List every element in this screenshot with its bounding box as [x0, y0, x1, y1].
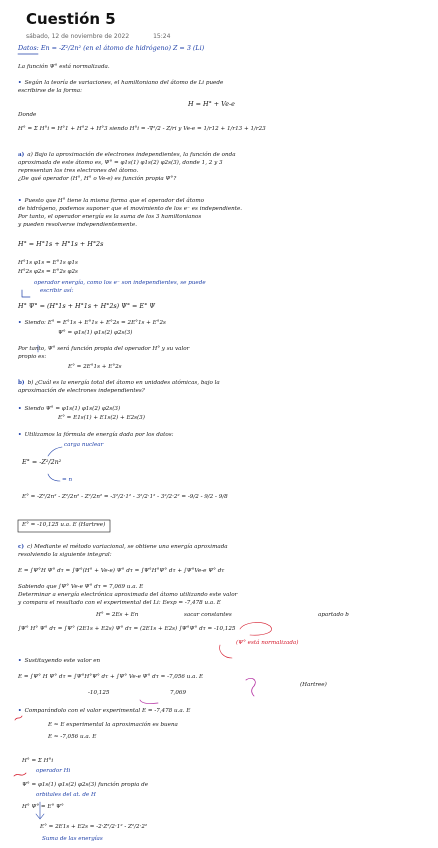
note-line: H° Ψ° = E° Ψ°: [22, 804, 64, 810]
note-line: E° = -Z²/2n²: [22, 458, 62, 466]
note-line: E° = -Z²/2n² - Z²/2n² - Z²/2n² = -3²/2·1² - 3²/2·1² - 3²/2·2² = -9/2 - 9/2 - 9/8: [22, 494, 228, 500]
note-line-text: Utilizamos la fórmula de energía dada por los datos:: [24, 432, 174, 438]
note-line: • Según la teoría de variaciones, el hamiltoniano del átomo de Li puede: [18, 80, 224, 86]
note-line-text: Sustituyendo este valor en: [24, 658, 101, 664]
note-line: E ≃ E experimental la aproximación es buena: [48, 722, 178, 728]
note-line-text: Según la teoría de variaciones, el hamiltoniano del átomo de Li puede: [24, 80, 224, 86]
note-line: operador Hi: [36, 768, 71, 774]
note-line-text: Puesto que H° tiene la misma forma que el operador del átomo: [24, 198, 204, 204]
note-line: = n: [62, 477, 73, 483]
note-line-text: b) ¿Cuál es la energía total del átomo en unidades atómicas, bajo la: [27, 380, 220, 386]
note-line: H° = Σ H°i = H°1 + H°2 + H°3 siendo H°i = -∇²/2 - Z/ri y Ve-e = 1/r12 + 1/r13 + 1/r23: [18, 126, 266, 132]
note-line: (Ψ° está normalizada): [236, 640, 299, 646]
note-line: resolviendo la siguiente integral:: [18, 552, 112, 558]
note-line: Determinar a energía electrónica aproximada del átomo utilizando este valor: [18, 592, 238, 598]
page-date: sábado, 12 de noviembre de 2022: [26, 33, 130, 40]
note-line: a) a) Bajo la aproximación de electrones independientes, la función de onda: [18, 152, 236, 158]
note-line: • Siendo Ψ° = φ1s(1) φ1s(2) φ2s(3): [18, 406, 121, 412]
note-line: Por tanto, Ψ° será función propia del operador H° y su valor: [18, 346, 190, 352]
ink-red-mark-2: [14, 773, 26, 776]
note-line: E° = E1s(1) + E1s(2) + E2s(3): [58, 415, 145, 421]
note-line: sacar constantes: [184, 612, 232, 618]
page-time: 15:24: [153, 33, 171, 40]
note-line: carga nuclear: [64, 442, 104, 448]
note-line: • Sustituyendo este valor en: [18, 658, 101, 664]
note-line: H° = 2Es + En: [96, 612, 139, 618]
note-line: c) c) Mediante el método variacional, se obtiene una energía aproximada: [18, 544, 228, 550]
ink-red-curve-2: [220, 645, 232, 658]
note-line: propio es:: [18, 354, 47, 360]
note-line: E = ∫Ψ°H Ψ° dτ = ∫Ψ°(H° + Ve-e) Ψ° dτ = ∫Ψ°H°Ψ° dτ + ∫Ψ°Ve-e Ψ° dτ: [18, 568, 225, 574]
note-line: • Puesto que H° tiene la misma forma que el operador del átomo: [18, 198, 204, 204]
note-line: H° Ψ° = (H°1s + H°1s + H°2s) Ψ° = E° Ψ: [18, 302, 155, 310]
note-line: de hidrógeno, podemos suponer que el movimiento de los e⁻ es independiente.: [18, 206, 243, 212]
note-line-text: Siendo: E° = E°1s + E°1s + E°2s = 2E°1s + E°2s: [24, 320, 166, 326]
note-line: b) b) ¿Cuál es la energía total del átomo en unidades atómicas, bajo la: [18, 380, 220, 386]
note-line: H°1s φ1s = E°1s φ1s: [18, 260, 78, 266]
page-title: Cuestión 5: [26, 10, 116, 28]
note-line: escribirse de la forma:: [18, 88, 82, 94]
note-line: ∫Ψ° H° Ψ° dτ = ∫Ψ° (2E1s + E2s) Ψ° dτ = (2E1s + E2s) ∫Ψ°Ψ° dτ = -10,125: [18, 626, 236, 632]
note-line: 7,069: [170, 690, 187, 696]
note-line: orbitales del at. de H: [36, 792, 96, 798]
ink-arrow-operador: [22, 290, 30, 297]
note-line: H = H° + Ve-e: [188, 100, 235, 108]
note-line: Suma de las energías: [42, 836, 103, 842]
note-line: apartado b: [318, 612, 349, 618]
note-line: Ψ° = φ1s(1) φ1s(2) φ2s(3): [58, 330, 133, 336]
note-line: Ψ° = φ1s(1) φ1s(2) φ2s(3) función propia de: [22, 782, 149, 788]
note-line: H° = H°1s + H°1s + H°2s: [18, 240, 104, 248]
note-line: E ≃ -7,056 u.a. E: [48, 734, 97, 740]
page-datetime: [26, 33, 170, 40]
note-line-text: Comparándolo con el valor experimental E = -7,478 u.a. E: [24, 708, 191, 714]
note-line-text: a) Bajo la aproximación de electrones independientes, la función de onda: [27, 152, 236, 158]
ink-question-mark: [246, 678, 255, 696]
note-line: E° = 2E1s + E2s = -2·Z²/2·1² - Z²/2·2²: [40, 824, 148, 830]
ink-arrow-carga: [48, 447, 62, 456]
note-line: aproximación de electrones independientes?: [18, 388, 145, 394]
note-line: escribir así:: [40, 288, 74, 294]
note-line: Por tanto, el operador energía es la suma de los 3 hamiltonianos: [18, 214, 202, 220]
note-line: Donde: [18, 112, 37, 118]
ink-arrow-n: [48, 474, 60, 481]
note-line: E° = 2E°1s + E°2s: [68, 364, 122, 370]
note-line: • Utilizamos la fórmula de energía dada por los datos:: [18, 432, 174, 438]
note-line: • Siendo: E° = E°1s + E°1s + E°2s = 2E°1s + E°2s: [18, 320, 166, 326]
note-line: E° = -10,125 u.a. E (Hartree): [22, 522, 106, 528]
note-line-text: Siendo Ψ° = φ1s(1) φ1s(2) φ2s(3): [24, 406, 121, 412]
note-line: • Comparándolo con el valor experimental E = -7,478 u.a. E: [18, 708, 191, 714]
note-line: ¿De qué operador (H°, H° o Ve-e) es función propia Ψ°?: [18, 176, 177, 182]
note-line: y compara el resultado con el experimental del Li: Eexp = -7,478 u.a. E: [18, 600, 221, 606]
note-line: Sabiendo que ∫Ψ° Ve-e Ψ° dτ = 7,069 u.a. E: [18, 584, 144, 590]
note-line: y pueden resolverse independientemente.: [18, 222, 137, 228]
note-line: aproximada de este átomo es, Ψ° = φ1s(1) φ1s(2) φ2s(3), donde 1, 2 y 3: [18, 160, 223, 166]
ink-red-curve-1: [240, 622, 272, 635]
note-line: Datos: En = -Z²/2n² (en el átomo de hidrógeno) Z = 3 (Li): [18, 44, 205, 52]
note-line: H° = Σ H°i: [22, 758, 54, 764]
note-line: La función Ψ° está normalizada.: [18, 64, 110, 70]
ink-purple-arrow: [140, 700, 158, 704]
note-line: operador energía, como los e⁻ son independientes, se puede: [34, 280, 206, 286]
ink-red-mark-1: [15, 716, 22, 720]
note-line: H°2s φ2s = E°2s φ2s: [18, 269, 78, 275]
note-line: representan los tres electrones del átomo.: [18, 168, 139, 174]
note-line-text: c) Mediante el método variacional, se obtiene una energía aproximada: [27, 544, 228, 550]
note-line: (Hartree): [300, 682, 327, 688]
note-line: -10,125: [88, 690, 110, 696]
handwritten-note: [0, 40, 438, 848]
note-line: E = ∫Ψ° H Ψ° dτ = ∫Ψ°H°Ψ° dτ + ∫Ψ° Ve-e Ψ° dτ = -7,056 u.a. E: [18, 674, 204, 680]
